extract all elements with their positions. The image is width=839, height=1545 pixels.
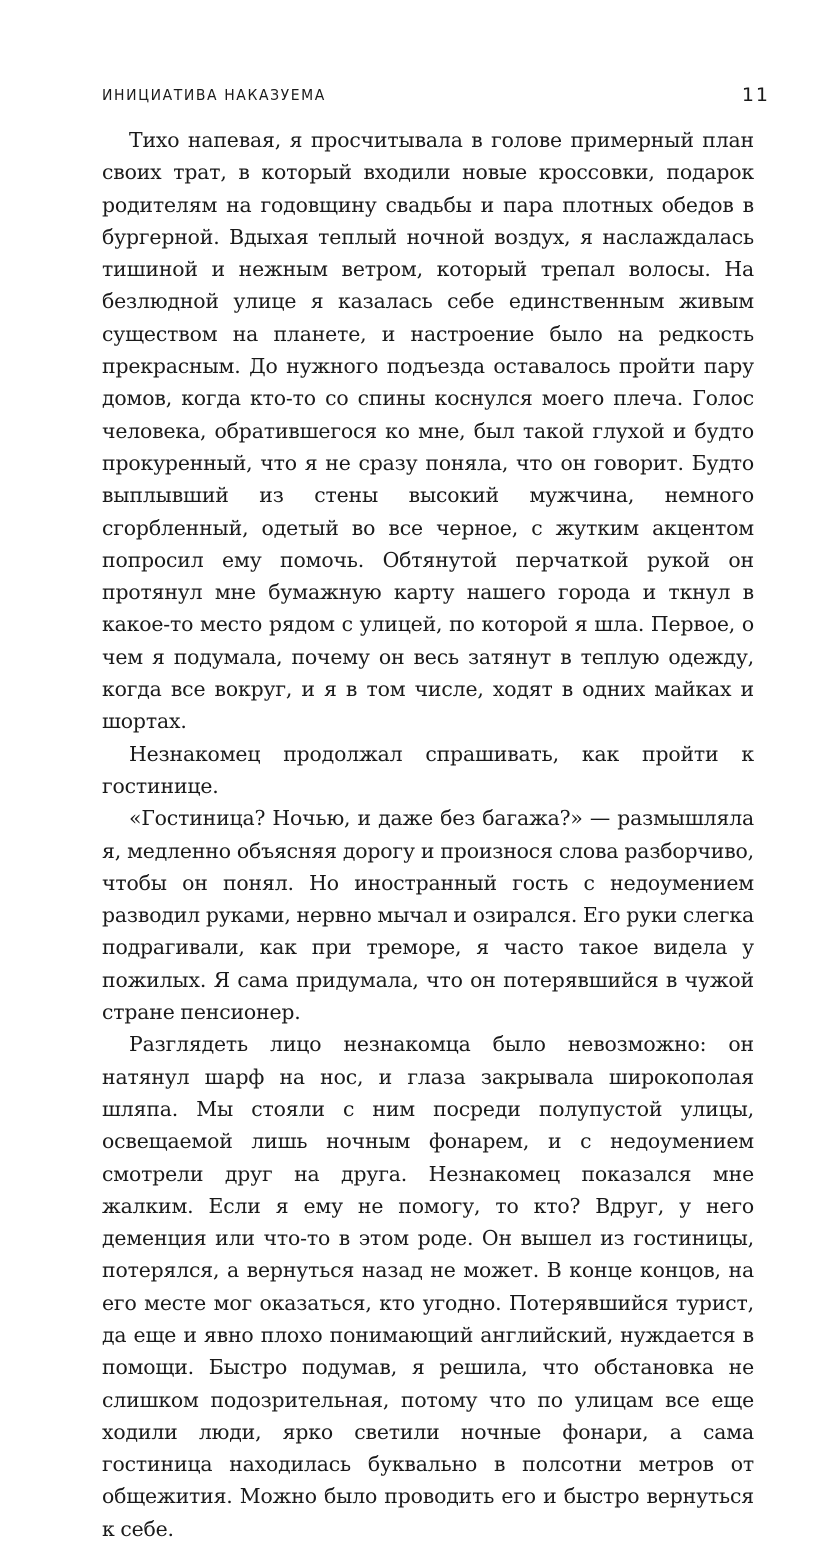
page-number: 11 <box>741 84 770 106</box>
running-title: ИНИЦИАТИВА НАКАЗУЕМА <box>102 86 326 104</box>
paragraph: Разглядеть лицо незнакомца было невозможно: он натянул шарф на нос, и глаза закрывала широкополая шляпа. Мы стояли с ним посреди полупустой улицы, освещаемой лишь ночным фонарем, и с недоумением смотрели друг на друга. Незнакомец показался мне жалким. Если я ему не помогу, то кто? Вдруг, у него деменция или что-то в этом роде. Он вышел из гостиницы, потерялся, а вернуться назад не может. В конце концов, на его месте мог оказаться, кто угодно. Потерявшийся турист, да еще и явно плохо понимающий английский, нуждается в помощи. Быстро подумав, я решила, что обстановка не слишком подозрительная, потому что по улицам все еще ходили люди, ярко светили ночные фонари, а сама гостиница находилась буквально в полсотни метров от общежития. Можно было проводить его и быстро вернуться к себе. <box>102 1032 754 1541</box>
paragraph: Тихо напевая, я просчитывала в голове примерный план своих трат, в который входили новые кроссовки, подарок родителям на годовщину свадьбы и пара плотных обедов в бургерной. Вдыхая теплый ночной воздух, я наслаждалась тишиной и нежным ветром, который трепал волосы. На безлюдной улице я казалась себе единственным живым существом на планете, и настроение было на редкость прекрасным. До нужного подъезда оставалось пройти пару домов, когда кто-то со спины коснулся моего плеча. Голос человека, обратившегося ко мне, был такой глухой и будто прокуренный, что я не сразу поняла, что он говорит. Будто выплывший из стены высокий мужчина, немного сгорбленный, одетый во все черное, с жутким акцентом попросил ему помочь. Обтянутой перчаткой рукой он протянул мне бумажную карту нашего города и ткнул в какое-то место рядом с улицей, по которой я шла. Первое, о чем я подумала, почему он весь затянут в теплую одежду, когда все вокруг, и я в том числе, ходят в одних майках и шортах. <box>102 128 754 734</box>
paragraph: «Гостиница? Ночью, и даже без багажа?» — размышляла я, медленно объясняя дорогу и произнося слова разборчиво, чтобы он понял. Но иностранный гость с недоумением разводил руками, нервно мычал и озирался. Его руки слегка подрагивали, как при треморе, я часто такое видела у пожилых. Я сама придумала, что он потерявшийся в чужой стране пенсионер. <box>102 806 754 1025</box>
running-header <box>102 82 770 108</box>
text-body <box>102 124 754 1545</box>
paragraph: Незнакомец продолжал спрашивать, как пройти к гостинице. <box>102 741 754 798</box>
